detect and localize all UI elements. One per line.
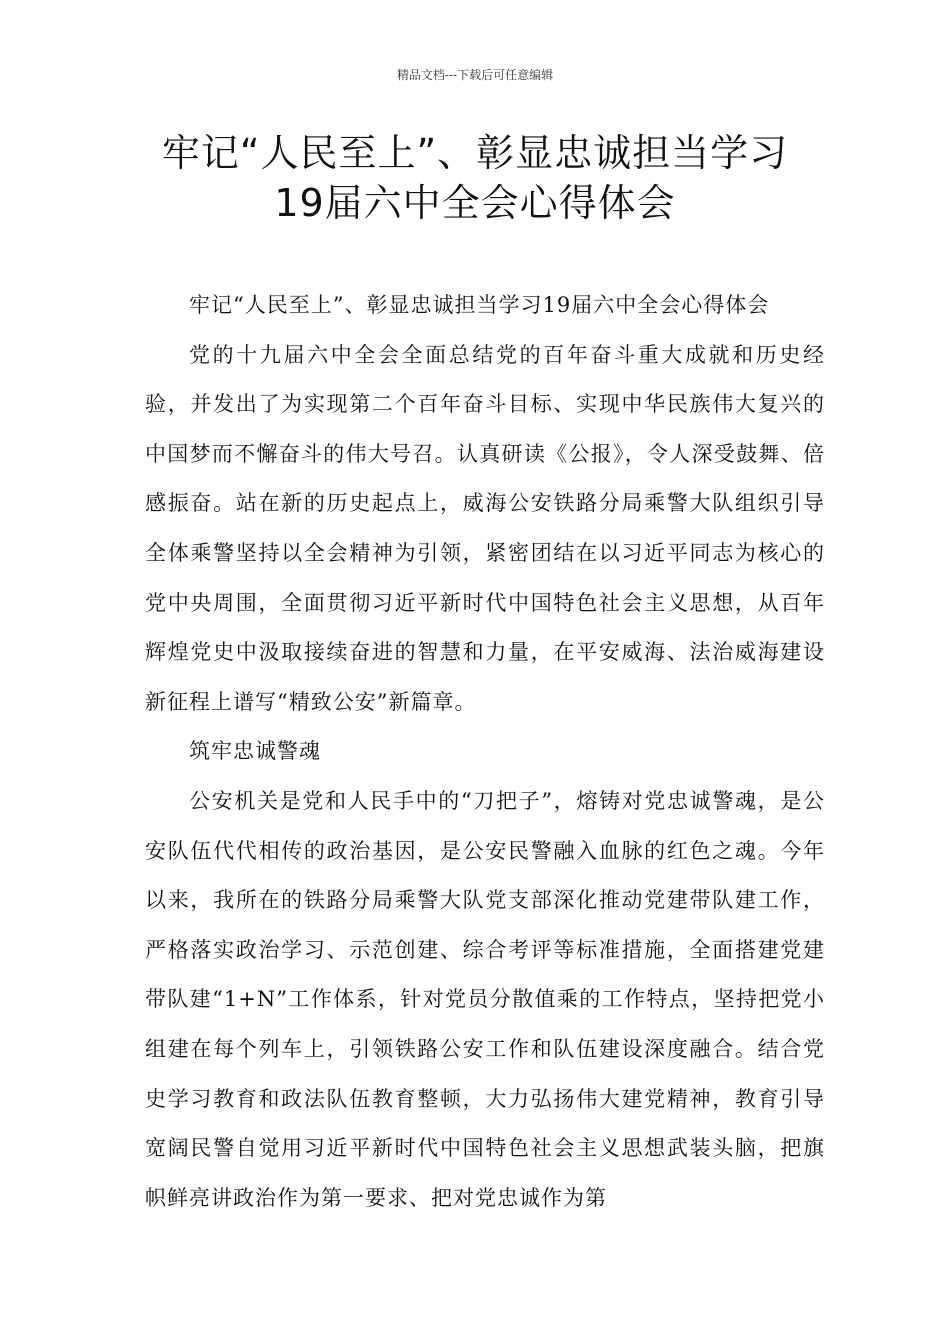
title-line-1: 牢记“人民至上”、彰显忠诚担当学习	[161, 131, 789, 175]
document-body	[145, 281, 825, 1223]
section-heading: 筑牢忠诚警魂	[189, 739, 321, 764]
title-line-2: 19届六中全会心得体会	[274, 181, 676, 225]
paragraph-section-body: 公安机关是党和人民手中的“刀把子”，熔铸对党忠诚警魂，是公安队伍代代相传的政治基因，是公安民警融入血脉的红色之魂。今年以来，我所在的铁路分局乘警大队党支部深化推动党建带队建工作，严格落实政治学习、示范创建、综合考评等标准措施，全面搭建党建带队建“1+N”工作体系，针对党员分散值乘的工作特点，坚持把党小组建在每个列车上，引领铁路公安工作和队伍建设深度融合。结合党史学习教育和政法队伍教育整顿，大力弘扬伟大建党精神，教育引导宽阔民警自觉用习近平新时代中国特色社会主义思想武装头脑，把旗帜鲜亮讲政治作为第一要求、把对党忠诚作为第	[145, 788, 825, 1210]
document-title	[0, 128, 950, 228]
paragraph-intro: 党的十九届六中全会全面总结党的百年奋斗重大成就和历史经验，并发出了为实现第二个百年奋斗目标、实现中华民族伟大复兴的中国梦而不懈奋斗的伟大号召。认真研读《公报》，令人深受鼓舞、倍感振奋。站在新的历史起点上，威海公安铁路分局乘警大队组织引导全体乘警坚持以全会精神为引领，紧密团结在以习近平同志为核心的党中央周围，全面贯彻习近平新时代中国特色社会主义思想，从百年辉煌党史中汲取接续奋进的智慧和力量，在平安威海、法治威海建设新征程上谱写“精致公安”新篇章。	[145, 342, 825, 714]
paragraph-subtitle: 牢记“人民至上”、彰显忠诚担当学习19届六中全会心得体会	[189, 293, 770, 317]
header-note: 精品文档---下载后可任意编辑	[396, 68, 554, 82]
